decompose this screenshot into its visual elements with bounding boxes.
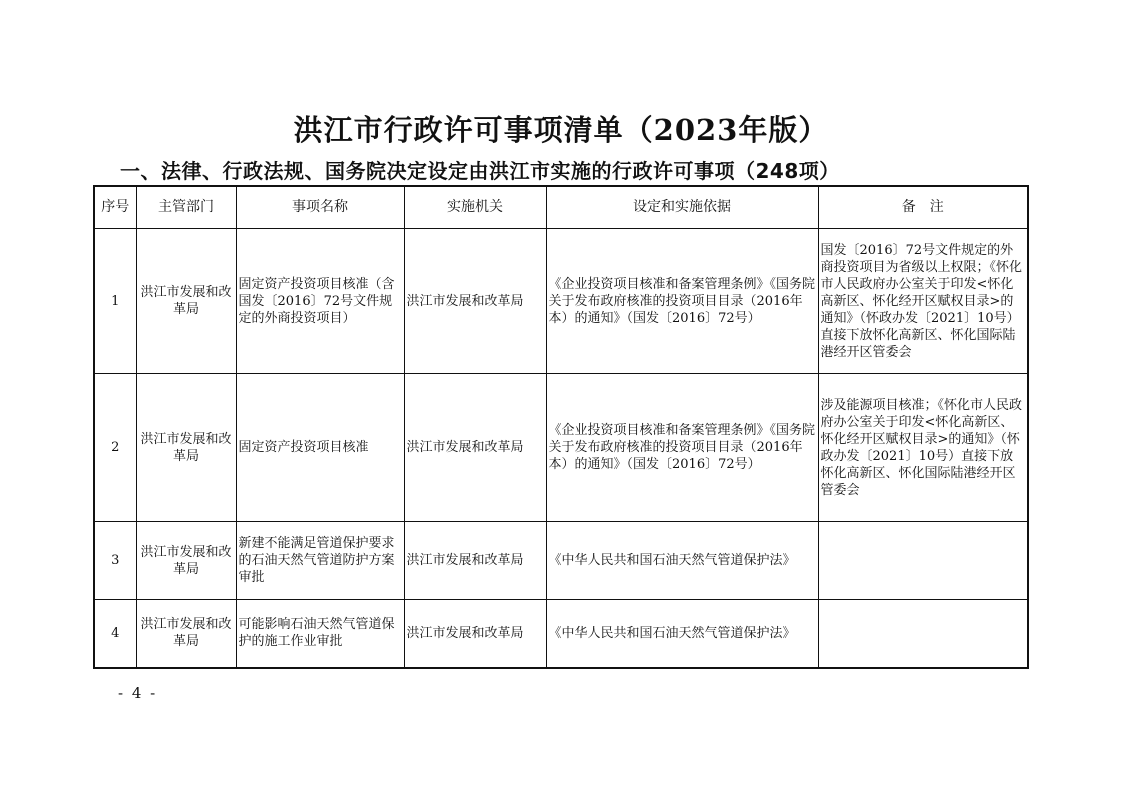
header-no: 序号: [94, 186, 136, 229]
document-title: 洪江市行政许可事项清单（2023年版）: [293, 113, 829, 147]
table-row: [94, 229, 1028, 374]
cell-basis: 《企业投资项目核准和备案管理条例》《国务院关于发布政府核准的投资项目目录（2016年本）的通知》（国发〔2016〕72号）: [546, 374, 818, 522]
table-row: [94, 600, 1028, 668]
cell-dept: 洪江市发展和改革局: [136, 229, 236, 374]
cell-item-name: 固定资产投资项目核准（含国发〔2016〕72号文件规定的外商投资项目）: [236, 229, 404, 374]
cell-no: 4: [94, 600, 136, 668]
cell-agency: 洪江市发展和改革局: [404, 600, 546, 668]
cell-item-name: 可能影响石油天然气管道保护的施工作业审批: [236, 600, 404, 668]
cell-item-name: 固定资产投资项目核准: [236, 374, 404, 522]
cell-basis: 《中华人民共和国石油天然气管道保护法》: [546, 522, 818, 600]
cell-remarks: 国发〔2016〕72号文件规定的外商投资项目为省级以上权限；《怀化市人民政府办公室关于印发<怀化高新区、怀化经开区赋权目录>的通知》（怀政办发〔2021〕10号）直接下放怀化高新区、怀化国际陆港经开区管委会: [818, 229, 1028, 374]
cell-agency: 洪江市发展和改革局: [404, 374, 546, 522]
cell-basis: 《企业投资项目核准和备案管理条例》《国务院关于发布政府核准的投资项目目录（2016年本）的通知》（国发〔2016〕72号）: [546, 229, 818, 374]
header-basis: 设定和实施依据: [546, 186, 818, 229]
header-item-name: 事项名称: [236, 186, 404, 229]
header-agency: 实施机关: [404, 186, 546, 229]
cell-item-name: 新建不能满足管道保护要求的石油天然气管道防护方案审批: [236, 522, 404, 600]
cell-remarks: [818, 600, 1028, 668]
cell-remarks: 涉及能源项目核准；《怀化市人民政府办公室关于印发<怀化高新区、怀化经开区赋权目录>的通知》（怀政办发〔2021〕10号）直接下放怀化高新区、怀化国际陆港经开区管委会: [818, 374, 1028, 522]
table-row: [94, 522, 1028, 600]
section-heading: 一、法律、行政法规、国务院决定设定由洪江市实施的行政许可事项（248项）: [120, 159, 840, 183]
cell-remarks: [818, 522, 1028, 600]
cell-agency: 洪江市发展和改革局: [404, 229, 546, 374]
cell-no: 2: [94, 374, 136, 522]
cell-dept: 洪江市发展和改革局: [136, 522, 236, 600]
cell-basis: 《中华人民共和国石油天然气管道保护法》: [546, 600, 818, 668]
page-number: - 4 -: [118, 684, 158, 702]
table-header-row: [94, 186, 1028, 229]
permit-table: [93, 185, 1029, 669]
cell-no: 1: [94, 229, 136, 374]
header-remarks: 备 注: [818, 186, 1028, 229]
cell-agency: 洪江市发展和改革局: [404, 522, 546, 600]
table-row: [94, 374, 1028, 522]
cell-dept: 洪江市发展和改革局: [136, 600, 236, 668]
cell-no: 3: [94, 522, 136, 600]
cell-dept: 洪江市发展和改革局: [136, 374, 236, 522]
header-dept: 主管部门: [136, 186, 236, 229]
